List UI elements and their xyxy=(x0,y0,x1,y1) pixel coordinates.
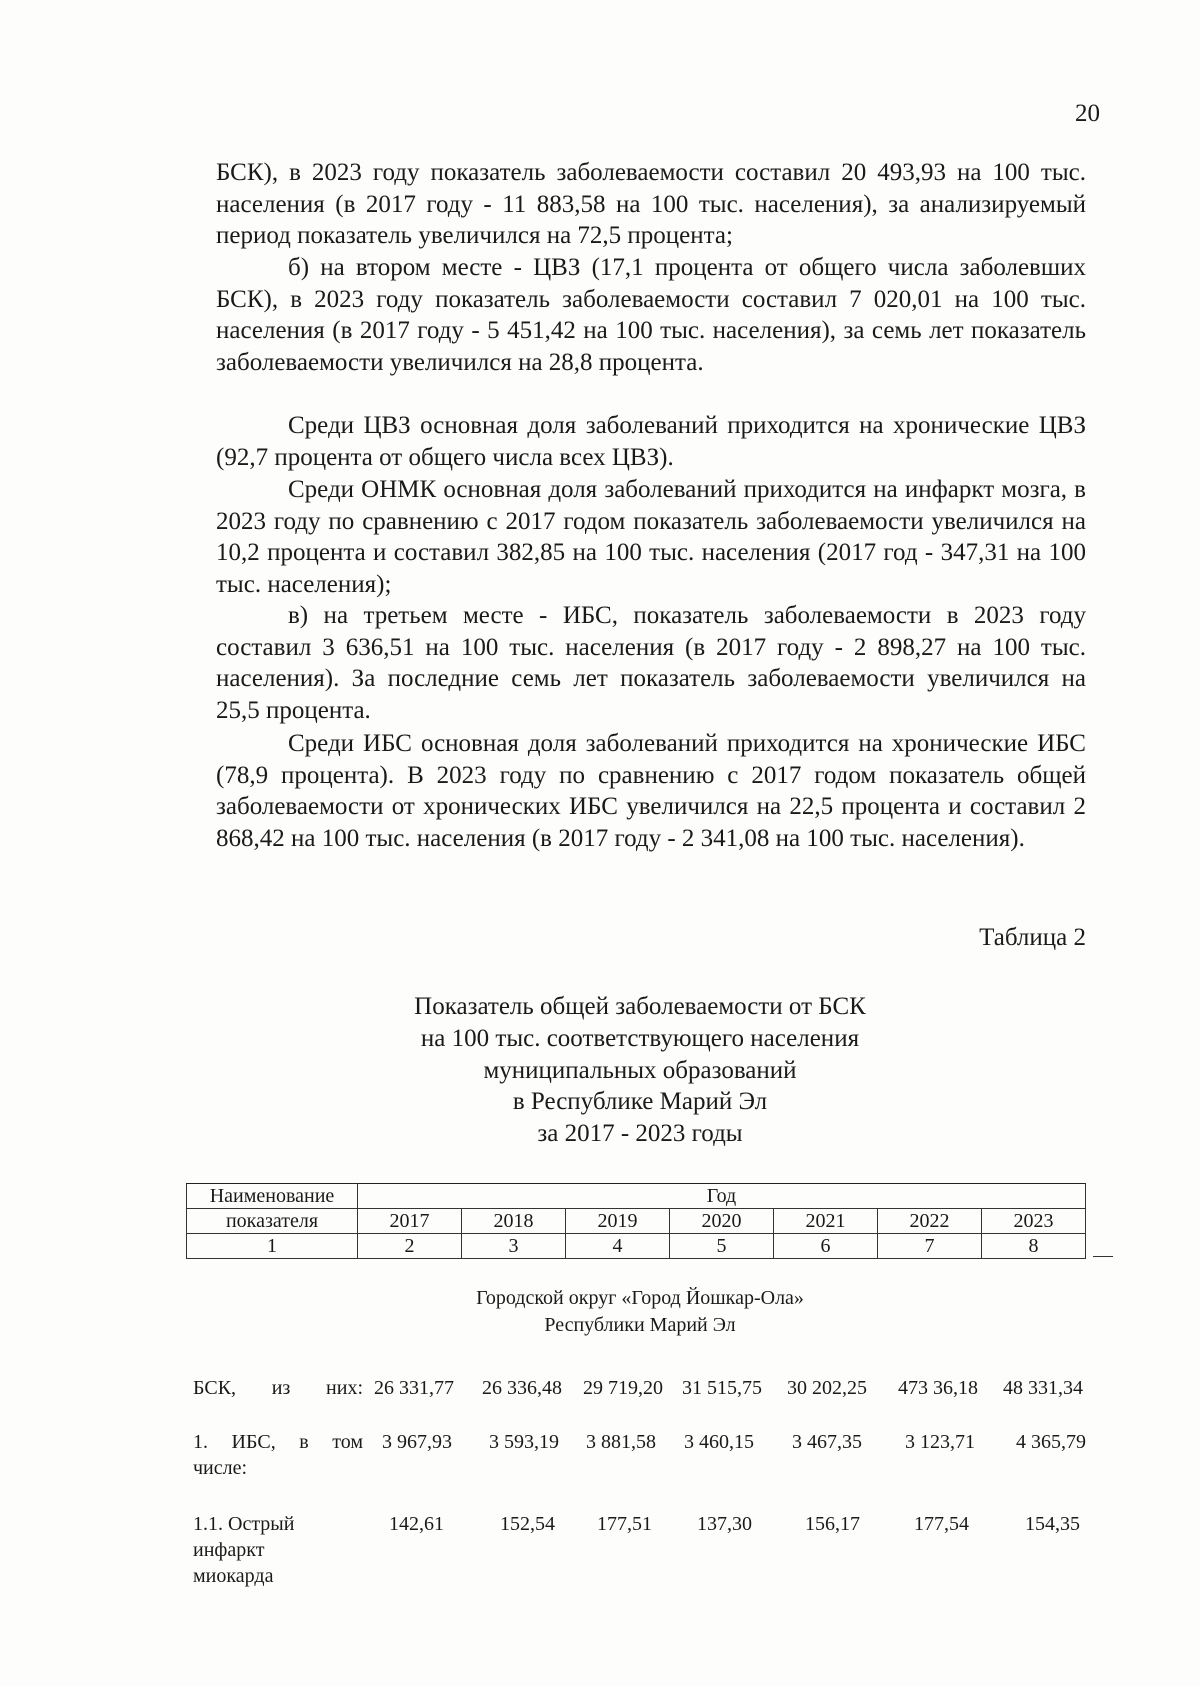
paragraph-chronic-cvz: Среди ЦВЗ основная доля заболеваний приходится на хронические ЦВЗ (92,7 процента от общего числа всех ЦВЗ). xyxy=(216,412,1086,471)
row-value: 154,35 xyxy=(1025,1513,1080,1535)
table-title-line: Показатель общей заболеваемости от БСК xyxy=(414,993,866,1020)
row-value: 177,54 xyxy=(914,1513,969,1535)
header-year: 2022 xyxy=(878,1209,982,1234)
row-value: 48 331,34 xyxy=(1003,1377,1083,1399)
header-row-years xyxy=(187,1209,1086,1234)
header-col-number: 5 xyxy=(670,1234,774,1259)
row-label: 1. ИБС, в том числе: xyxy=(193,1431,363,1479)
header-name-line1: Наименование xyxy=(187,1184,358,1209)
paragraph-bsk-summary: БСК), в 2023 году показатель заболеваемости составил 20 493,93 на 100 тыс. населения (в 2017 году - 11 883,58 на 100 тыс. населения), за анализируемый период показатель увеличился на 72,5 процента; xyxy=(216,159,1086,250)
section-title-line: Городской округ «Город Йошкар-Ола» xyxy=(476,1287,804,1309)
header-row-year xyxy=(187,1184,1086,1209)
row-value: 3 123,71 xyxy=(905,1431,975,1453)
table-header xyxy=(186,1183,1086,1259)
row-value: 473 36,18 xyxy=(898,1377,978,1399)
header-year: 2018 xyxy=(462,1209,566,1234)
paragraph-chronic-ibs: Среди ИБС основная доля заболеваний приходится на хронические ИБС (78,9 процента). В 2023 году по сравнению с 2017 годом показатель общей заболеваемости от хронических ИБС увеличился на 22,5 процента и составил 2 868,42 на 100 тыс. населения (в 2017 году - 2 341,08 на 100 тыс. населения). xyxy=(216,730,1086,852)
row-value: 30 202,25 xyxy=(787,1377,867,1399)
header-year: 2019 xyxy=(566,1209,670,1234)
section-title-line: Республики Марий Эл xyxy=(544,1314,736,1336)
row-value: 29 719,20 xyxy=(583,1377,663,1399)
row-value: 177,51 xyxy=(597,1513,652,1535)
header-year: 2021 xyxy=(774,1209,878,1234)
table-title-line: в Республике Марий Эл xyxy=(512,1088,768,1116)
row-value: 3 460,15 xyxy=(684,1431,754,1453)
header-year: 2020 xyxy=(670,1209,774,1234)
header-col-number: 3 xyxy=(462,1234,566,1259)
table-title-line: на 100 тыс. соответствующего населения xyxy=(420,1024,860,1052)
table-divider xyxy=(1093,1256,1113,1257)
header-col-number: 1 xyxy=(187,1234,358,1259)
header-col-number: 8 xyxy=(982,1234,1086,1259)
row-value: 137,30 xyxy=(697,1513,752,1535)
row-value: 3 881,58 xyxy=(586,1431,656,1453)
paragraph-onmk: Среди ОНМК основная доля заболеваний приходится на инфаркт мозга, в 2023 году по сравнению с 2017 годом показатель заболеваемости увеличился на 10,2 процента и составил 382,85 на 100 тыс. населения (2017 год - 347,31 на 100 тыс. населения); xyxy=(216,476,1086,598)
header-year-label: Год xyxy=(358,1184,1086,1209)
row-value: 31 515,75 xyxy=(682,1377,762,1399)
table-title-line: за 2017 - 2023 годы xyxy=(537,1120,743,1148)
header-col-number: 2 xyxy=(358,1234,462,1259)
row-value: 3 593,19 xyxy=(489,1431,559,1453)
row-value: 26 331,77 xyxy=(374,1377,454,1399)
row-label: БСК, из них: xyxy=(193,1377,363,1399)
header-year: 2023 xyxy=(982,1209,1086,1234)
section-title xyxy=(330,1285,950,1339)
row-value: 142,61 xyxy=(389,1513,444,1535)
row-value: 3 467,35 xyxy=(792,1431,862,1453)
table-title xyxy=(330,991,950,1150)
row-value: 4 365,79 xyxy=(1016,1431,1086,1453)
row-value: 26 336,48 xyxy=(482,1377,562,1399)
header-col-number: 6 xyxy=(774,1234,878,1259)
header-col-number: 4 xyxy=(566,1234,670,1259)
table-label: Таблица 2 xyxy=(979,924,1086,951)
header-row-numbers xyxy=(187,1234,1086,1259)
header-year: 2017 xyxy=(358,1209,462,1234)
row-value: 156,17 xyxy=(805,1513,860,1535)
paragraph-cvz: б) на втором месте - ЦВЗ (17,1 процента от общего числа заболевших БСК), в 2023 году показатель заболеваемости составил 7 020,01 на 100 тыс. населения (в 2017 году - 5 451,42 на 100 тыс. населения), за семь лет показатель заболеваемости увеличился на 28,8 процента. xyxy=(216,254,1086,376)
row-value: 3 967,93 xyxy=(382,1431,452,1453)
row-label: 1.1. Острый инфаркт миокарда xyxy=(193,1513,295,1587)
header-name-line2: показателя xyxy=(187,1209,358,1234)
paragraph-ibs: в) на третьем месте - ИБС, показатель заболеваемости в 2023 году составил 3 636,51 на 100 тыс. населения (в 2017 году - 2 898,27 на 100 тыс. населения). За последние семь лет показатель заболеваемости увеличился на 25,5 процента. xyxy=(216,602,1086,724)
header-col-number: 7 xyxy=(878,1234,982,1259)
table-title-line: муниципальных образований xyxy=(483,1056,797,1084)
row-value: 152,54 xyxy=(500,1513,555,1535)
page-number: 20 xyxy=(1075,100,1100,127)
